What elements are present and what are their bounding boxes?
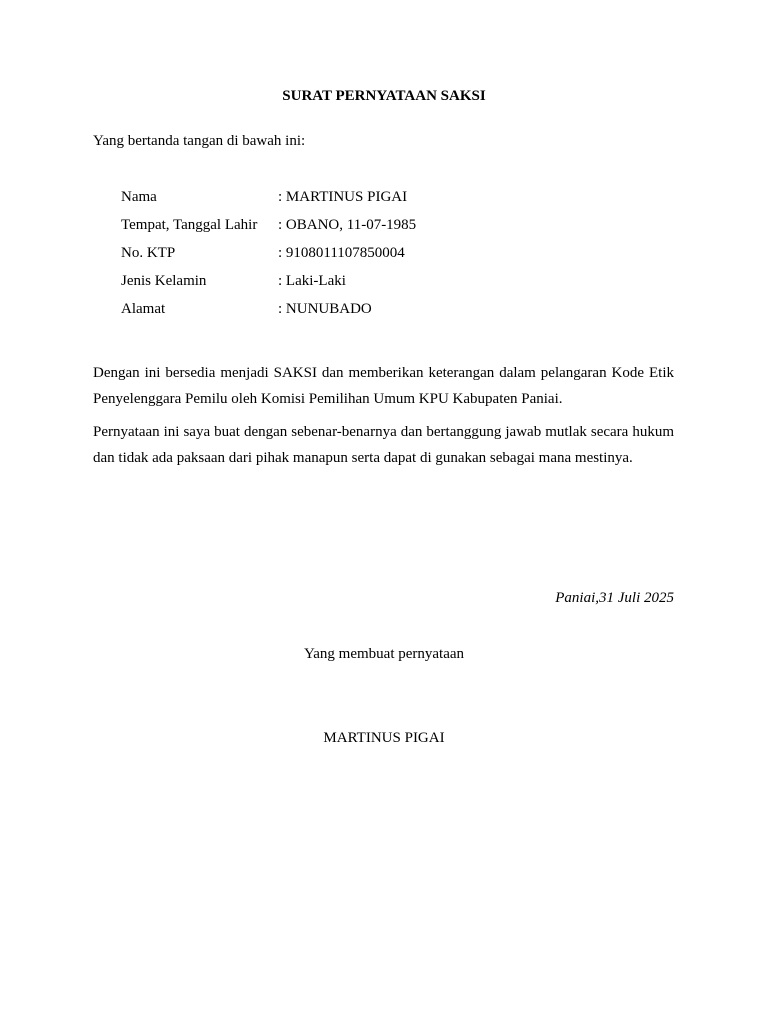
field-label: No. KTP xyxy=(121,245,176,261)
field-row-ktp xyxy=(121,242,681,270)
maker-label: Yang membuat pernyataan xyxy=(303,646,465,662)
field-row-birth xyxy=(121,214,681,242)
field-label: Alamat xyxy=(121,301,166,317)
field-row-name xyxy=(121,186,681,214)
statement-paragraph-1: Dengan ini bersedia menjadi SAKSI dan memberikan keterangan dalam pelangaran Kode Etik Penyelenggara Pemilu oleh Komisi Pemilihan Umum KPU Kabupaten Paniai. xyxy=(93,365,674,407)
field-row-address xyxy=(121,298,681,326)
field-value: : 9108011107850004 xyxy=(278,245,405,261)
document-title: SURAT PERNYATAAN SAKSI xyxy=(282,88,486,104)
signer-name: MARTINUS PIGAI xyxy=(323,730,445,746)
field-value: : MARTINUS PIGAI xyxy=(278,189,408,205)
field-label: Jenis Kelamin xyxy=(121,273,207,289)
intro-text: Yang bertanda tangan di bawah ini: xyxy=(93,133,306,149)
field-label: Tempat, Tanggal Lahir xyxy=(121,217,258,233)
field-value: : Laki-Laki xyxy=(278,273,346,289)
statement-paragraph-2: Pernyataan ini saya buat dengan sebenar-benarnya dan bertanggung jawab mutlak secara hukum dan tidak ada paksaan dari pihak manapun serta dapat di gunakan sebagai mana mestinya. xyxy=(93,424,674,466)
field-label: Nama xyxy=(121,189,157,205)
field-value: : NUNUBADO xyxy=(278,301,372,317)
identity-fields xyxy=(121,186,681,326)
place-date: Paniai,31 Juli 2025 xyxy=(555,590,674,606)
field-value: : OBANO, 11-07-1985 xyxy=(278,217,417,233)
field-row-gender xyxy=(121,270,681,298)
